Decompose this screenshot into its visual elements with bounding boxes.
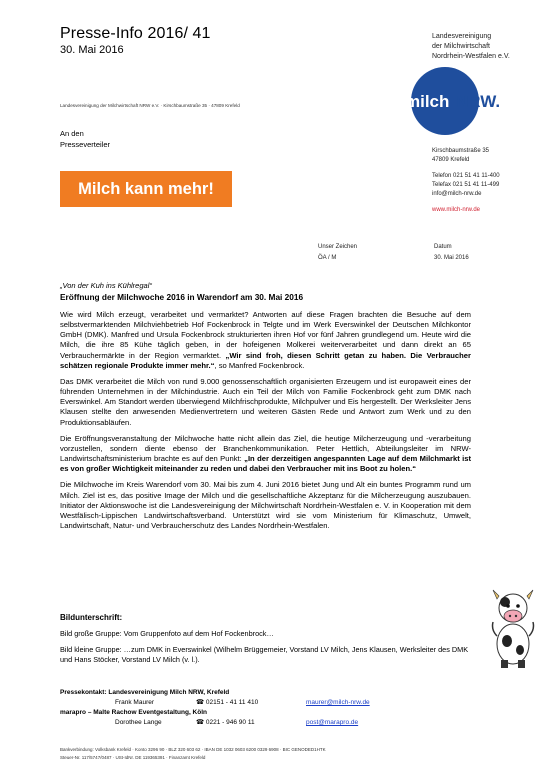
- bank-line: Steuer-Nr. 117/5747/0487 · USt-IdNr. DE 119365391 · Finanzamt Krefeld: [60, 755, 206, 760]
- contact-street: Kirschbaumstraße 35: [432, 148, 490, 154]
- article-body: [60, 310, 471, 537]
- org-name: [432, 32, 510, 62]
- recipient-address: [60, 128, 110, 150]
- paragraph: Die Milchwoche im Kreis Warendorf vom 30. Mai bis zum 4. Juni 2016 bietet Jung und Alt ein buntes Programm rund um Milch. Ziel ist es, das positive Image der Milch und die gesellschaftliche Akzeptanz für die Milcherzeugung auszubauen. Initiator der Aktionswoche ist die Landesvereinigung der Milchwirtschaft Nordrhein-Westfalen e. V. in Kooperation mit dem Westfälisch-Lippischen Landwirtschaftsverband. Unterstützt wird sie vom Ministerium für Klimaschutz, Umwelt, Landwirtschaft, Natur- und Verbraucherschutz des Landes Nordrhein-Westfalen.: [60, 480, 471, 530]
- org-line: Nordrhein-Westfalen e.V.: [432, 53, 510, 60]
- sender-line: Landesvereinigung der Milchwirtschaft NRW e.V. · Kirschbaumstraße 35 · 47809 Krefeld: [60, 103, 240, 108]
- paragraph: Wie wird Milch erzeugt, verarbeitet und vermarktet? Antworten auf diese Fragen brachten die Besuche auf dem selbstvermarktenden Milchviehbetrieb Hof Fockenbrock in Telgte und im Werk Everswinkel der Deutschen Milchkontor GmbH (DMK). Manfred und Ursula Fockenbrock strukturierten ihren Hof vor fünf Jahren grundlegend um. Heute wird die Milch, die ihre 85 Kühe täglich geben, in der hofeigenen Molkerei weiterverarbeitet und dann direkt an 65 Verbrauchermärkte in der Region vermarktet. „Wir sind froh, diesen Schritt getan zu haben. Die Verbraucher schätzen regionale Produkte immer mehr.“, so Manfred Fockenbrock.: [60, 310, 471, 370]
- slogan-banner: Milch kann mehr!: [60, 171, 232, 207]
- reference-value: 30. Mai 2016: [434, 255, 469, 261]
- org-line: der Milchwirtschaft: [432, 43, 490, 50]
- milch-nrw-logo: [403, 66, 519, 136]
- captions-heading: Bildunterschrift:: [60, 613, 123, 622]
- reference-label: Unser Zeichen: [318, 244, 358, 250]
- contact-email-link[interactable]: maurer@milch-nrw.de: [306, 699, 370, 706]
- article-headline: Eröffnung der Milchwoche 2016 in Warendorf am 30. Mai 2016: [60, 292, 304, 302]
- caption-large-group: Bild große Gruppe: Vom Gruppenfoto auf dem Hof Fockenbrock…: [60, 629, 274, 638]
- article-kicker: „Von der Kuh ins Kühlregal“: [60, 281, 152, 290]
- contact-block: [432, 147, 500, 215]
- reference-our-sign: [318, 242, 357, 264]
- reference-date: [434, 242, 469, 264]
- contact-person: Frank Maurer: [115, 699, 155, 706]
- contact-email-link[interactable]: post@marapro.de: [306, 719, 359, 726]
- reference-label: Datum: [434, 244, 452, 250]
- contact-person: Dorothee Lange: [115, 719, 162, 726]
- logo-text-milch: milch: [405, 92, 450, 111]
- org-line: Landesvereinigung: [432, 33, 492, 40]
- press-contact-heading: Pressekontakt: Landesvereinigung Milch NRW, Krefeld: [60, 689, 230, 696]
- contact-phone: ☎ 0221 - 946 90 11: [196, 719, 255, 726]
- contact-email[interactable]: info@milch-nrw.de: [432, 191, 482, 197]
- contact-city: 47809 Krefeld: [432, 157, 470, 163]
- contact-phone: Telefon 021 51 41 11-400: [432, 173, 500, 179]
- paragraph: Das DMK verarbeitet die Milch von rund 9.000 genossenschaftlich organisierten Erzeugern und ist europaweit eines der führenden Unternehmen in der Milchindustrie. Auch ein Teil der Milch von Familie Fockenbrock geht zum DMK nach Everswinkel. Am Standort werden überwiegend Milchfrischprodukte, Milchpulver und Eis hergestellt. Der Werksleiter Jens Klausen stellte den anwesenden Medienvertretern und weiteren Gästen Rede und Antwort zum Werk und zu den Produktionsabläufen.: [60, 376, 471, 427]
- page-title: Presse-Info 2016/ 41: [60, 25, 211, 42]
- address-line: An den: [60, 129, 84, 138]
- contact-fax: Telefax 021 51 41 11-499: [432, 182, 500, 188]
- bank-line: Bankverbindung: Volksbank Krefeld · Konto 3296 90 · BLZ 320 603 62 · IBAN DE 1032 0603 6200 0329 6908 · BIC GENODED1HTK: [60, 747, 326, 752]
- release-date: 30. Mai 2016: [60, 44, 124, 56]
- bank-details: [60, 746, 326, 762]
- contact-website[interactable]: www.milch-nrw.de: [432, 207, 481, 213]
- reference-value: ÖA / M: [318, 255, 337, 261]
- address-line: Presseverteiler: [60, 140, 111, 149]
- paragraph: Die Eröffnungsveranstaltung der Milchwoche hatte nicht allein das Ziel, die heutige Milcherzeugung und -verarbeitung vorzustellen, sondern diente ebenso der Branchenkommunikation. Peter Hettlich, Abteilungsleiter im NRW-Landwirtschaftsministerium brachte es auf den Punkt: „In der derzeitigen angespannten Lage auf dem Milchmarkt ist es von großer Wichtigkeit miteinander zu reden und dabei den Verbraucher mit ins Boot zu holen.“: [60, 433, 471, 474]
- cow-mascot-icon: [489, 586, 537, 670]
- logo-text-nrw: NRW.: [456, 92, 501, 111]
- image-captions: [60, 613, 471, 671]
- contact-phone: ☎ 02151 - 41 11 410: [196, 699, 259, 706]
- caption-small-group: Bild kleine Gruppe: …zum DMK in Everswinkel (Wilhelm Brüggemeier, Vorstand LV Milch, Jens Klausen, Werksleiter des DMK und Hans Stöcker, Vorstand LV Milch (v. l.).: [60, 645, 469, 664]
- press-contact: [60, 688, 480, 728]
- agency-name: marapro – Malte Rachow Eventgestaltung, Köln: [60, 709, 207, 716]
